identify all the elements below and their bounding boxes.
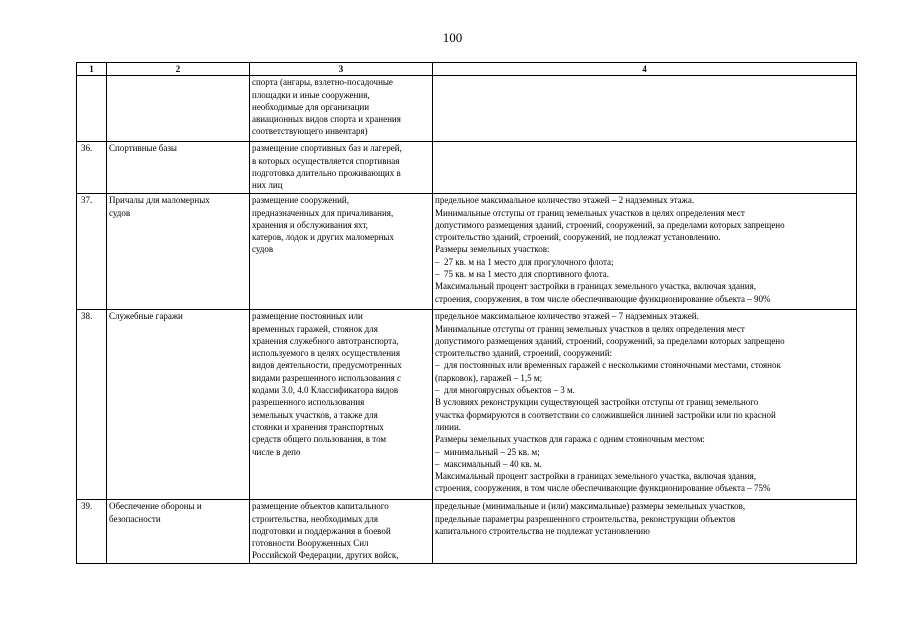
use-description-line: площадки и иные сооружения,: [252, 89, 370, 100]
regulation-table: [76, 62, 857, 564]
use-parameters-line: предельное максимальное количество этажей – 2 надземных этажа.: [435, 195, 695, 206]
use-description-line: числе в депо: [252, 446, 301, 457]
use-description-line: авиационных видов спорта и хранения: [252, 114, 401, 125]
table-row: [77, 310, 857, 500]
use-description-line: стоянки и хранения транспортных: [252, 421, 384, 432]
use-parameters-line: Размеры земельных участков:: [435, 244, 550, 255]
header-col-3: 3: [250, 63, 433, 76]
row-number: 36.: [77, 142, 107, 194]
use-parameters-line: – для постоянных или временных гаражей с несколькими стояночными местами, стоянок: [435, 359, 854, 371]
use-description-line: соответствующего инвентаря): [252, 126, 368, 137]
row-number: 38.: [77, 310, 107, 500]
use-description-line: в которых осуществляется спортивная: [252, 155, 400, 166]
use-name: [107, 142, 250, 194]
use-name-line: безопасности: [109, 513, 161, 524]
use-description-line: временных гаражей, стоянок для: [252, 323, 378, 334]
use-description: [250, 142, 433, 194]
table-row: [77, 500, 857, 564]
use-name: [107, 76, 250, 142]
use-name-line: Причалы для маломерных: [109, 195, 210, 206]
use-name: [107, 194, 250, 310]
header-row: [77, 63, 857, 76]
use-description: [250, 500, 433, 564]
use-name-line: Спортивные базы: [109, 143, 177, 154]
use-parameters: [433, 76, 857, 142]
use-parameters-line: – для многоярусных объектов – 3 м.: [435, 384, 854, 396]
use-parameters-line: линии.: [435, 421, 462, 432]
use-parameters-line: Максимальный процент застройки в границах земельного участка, включая здания,: [435, 471, 756, 482]
use-name-line: судов: [109, 207, 131, 218]
use-description-line: хранения служебного автотранспорта,: [252, 335, 399, 346]
use-parameters-line: строения, сооружения, в том числе обеспечивающие функционирование объекта – 90%: [435, 293, 771, 304]
use-parameters-line: Максимальный процент застройки в границах земельного участка, включая здания,: [435, 281, 756, 292]
table-body: [77, 76, 857, 564]
use-description-line: кодами 3.0, 4.0 Классификатора видов: [252, 385, 399, 396]
header-col-1: 1: [77, 63, 107, 76]
use-parameters-line: допустимого размещения зданий, строений, сооружений, за пределами которых запрещено: [435, 335, 785, 346]
use-description-line: размещение объектов капитального: [252, 501, 389, 512]
use-description-line: строительства, необходимых для: [252, 513, 378, 524]
use-description-line: земельных участков, а также для: [252, 409, 378, 420]
use-parameters-line: Размеры земельных участков для гаража с одним стояночным местом:: [435, 434, 705, 445]
use-parameters-line: предельное максимальное количество этажей – 7 надземных этажей.: [435, 311, 699, 322]
use-description-line: размещение спортивных баз и лагерей,: [252, 143, 402, 154]
row-number: 39.: [77, 500, 107, 564]
use-description-line: размещение постоянных или: [252, 311, 363, 322]
use-description-line: подготовки и поддержания в боевой: [252, 525, 391, 536]
use-parameters: [433, 500, 857, 564]
table-row: [77, 194, 857, 310]
use-parameters-line: Минимальные отступы от границ земельных участков в целях определения мест: [435, 207, 745, 218]
header-col-2: 2: [107, 63, 250, 76]
use-parameters-line: предельные (минимальные и (или) максимальные) размеры земельных участков,: [435, 501, 746, 512]
page-number: 100: [442, 30, 463, 45]
use-name: [107, 310, 250, 500]
use-parameters-line: строения, сооружения, в том числе обеспечивающие функционирование объекта – 75%: [435, 483, 771, 494]
use-parameters-line: предельные параметры разрешенного строительства, реконструкции объектов: [435, 513, 736, 524]
use-parameters-line: – минимальный – 25 кв. м;: [435, 446, 854, 458]
use-description-line: размещение сооружений,: [252, 195, 349, 206]
use-description-line: подготовка длительно проживающих в: [252, 167, 401, 178]
use-description-line: них лиц: [252, 180, 283, 191]
row-number: [77, 76, 107, 142]
use-description-line: Российской Федерации, других войск,: [252, 550, 399, 561]
use-description-line: хранения и обслуживания яхт,: [252, 219, 368, 230]
use-name-line: Обеспечение обороны и: [109, 501, 202, 512]
use-description: [250, 194, 433, 310]
header-col-4: 4: [433, 63, 857, 76]
use-parameters-line: капитального строительства не подлежат установлению: [435, 525, 650, 536]
use-parameters-line: – максимальный – 40 кв. м.: [435, 458, 854, 470]
use-parameters-line: строительство зданий, строений, сооружений, не подлежат установлению.: [435, 232, 721, 243]
use-description-line: спорта (ангары, взлетно-посадочные: [252, 77, 393, 88]
use-parameters: [433, 194, 857, 310]
use-description-line: готовности Вооруженных Сил: [252, 538, 369, 549]
use-name-line: Служебные гаражи: [109, 311, 183, 322]
use-description-line: разрешенного использования: [252, 397, 365, 408]
use-description-line: судов: [252, 244, 274, 255]
use-name: [107, 500, 250, 564]
use-parameters: [433, 310, 857, 500]
use-description-line: видов деятельности, предусмотренных: [252, 360, 402, 371]
use-parameters-line: – 27 кв. м на 1 место для прогулочного флота;: [435, 256, 854, 268]
use-description-line: предназначенных для причаливания,: [252, 207, 394, 218]
use-description: [250, 310, 433, 500]
use-description-line: средств общего пользования, в том: [252, 434, 387, 445]
use-parameters-line: (парковок), гаражей – 1,5 м;: [435, 372, 543, 383]
use-description: [250, 76, 433, 142]
table-row: [77, 76, 857, 142]
use-parameters: [433, 142, 857, 194]
use-description-line: видами разрешенного использования с: [252, 372, 401, 383]
use-parameters-line: В условиях реконструкции существующей застройки отступы от границ земельного: [435, 397, 759, 408]
use-parameters-line: Минимальные отступы от границ земельных участков в целях определения мест: [435, 323, 745, 334]
use-description-line: необходимые для организации: [252, 101, 370, 112]
use-parameters-line: – 75 кв. м на 1 место для спортивного флота.: [435, 268, 854, 280]
use-parameters-line: допустимого размещения зданий, строений, сооружений, за пределами которых запрещено: [435, 219, 785, 230]
use-description-line: катеров, лодок и других маломерных: [252, 232, 394, 243]
row-number: 37.: [77, 194, 107, 310]
use-parameters-line: строительство зданий, строений, сооружений:: [435, 348, 613, 359]
use-description-line: используемого в целях осуществления: [252, 348, 401, 359]
table-row: [77, 142, 857, 194]
use-parameters-line: участка формируются в соответствии со сложившейся линией застройки или по красной: [435, 409, 776, 420]
